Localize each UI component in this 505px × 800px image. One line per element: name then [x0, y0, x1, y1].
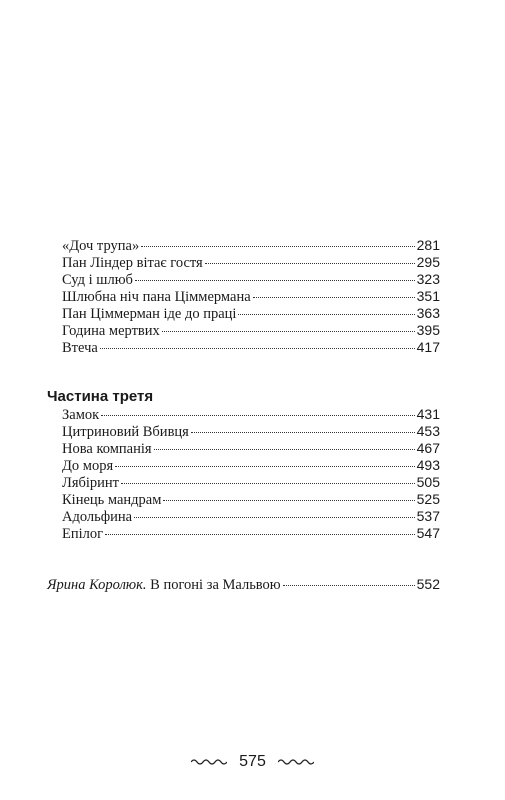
afterword-title: В погоні за Мальвою [146, 577, 281, 593]
toc-entry-page: 493 [416, 457, 440, 473]
toc-part2-list [62, 237, 440, 356]
toc-entry-page: 295 [416, 254, 440, 270]
toc-leader-dots [253, 297, 415, 298]
toc-entry-page: 281 [416, 237, 440, 253]
toc-entry-title: Пан Ціммерман іде до праці [62, 306, 237, 322]
toc-entry-page: 505 [416, 474, 440, 490]
toc-entry-page: 395 [416, 322, 440, 338]
toc-entry-title: Шлюбна ніч пана Ціммермана [62, 289, 251, 305]
toc-entry-title: Замок [62, 407, 100, 423]
toc-entry-title: Суд і шлюб [62, 272, 133, 288]
afterword-author: Ярина Королюк. [47, 577, 147, 593]
toc-entry[interactable] [62, 288, 440, 305]
toc-entry-page: 431 [416, 406, 440, 422]
toc-leader-dots [154, 449, 415, 450]
toc-entry[interactable] [62, 508, 440, 525]
toc-entry-title: До моря [62, 458, 114, 474]
toc-entry-title: Втеча [62, 340, 98, 356]
toc-entry-page: 417 [416, 339, 440, 355]
toc-leader-dots [134, 517, 415, 518]
toc-leader-dots [205, 263, 415, 264]
toc-leader-dots [191, 432, 415, 433]
toc-entry-title: Лябіринт [62, 475, 120, 491]
toc-entry-title: Епілог [62, 526, 104, 542]
toc-entry[interactable] [62, 406, 440, 423]
toc-leader-dots [162, 331, 415, 332]
toc-entry-title: Адольфина [62, 509, 133, 525]
toc-entry[interactable] [62, 440, 440, 457]
toc-leader-dots [283, 585, 415, 586]
toc-entry[interactable] [62, 491, 440, 508]
page-footer [0, 753, 505, 771]
wave-ornament-icon [191, 758, 227, 766]
page-number: 575 [239, 753, 266, 770]
toc-entry-title: Пан Ліндер вітає гостя [62, 255, 203, 271]
toc-entry-page: 323 [416, 271, 440, 287]
section-heading-part3: Частина третя [47, 388, 154, 405]
toc-entry-page: 552 [416, 576, 440, 592]
toc-leader-dots [163, 500, 414, 501]
toc-leader-dots [121, 483, 415, 484]
toc-entry-title: Година мертвих [62, 323, 160, 339]
toc-entry[interactable] [62, 525, 440, 542]
toc-entry[interactable] [62, 322, 440, 339]
toc-entry[interactable] [62, 423, 440, 440]
toc-leader-dots [115, 466, 415, 467]
toc-leader-dots [100, 348, 415, 349]
toc-leader-dots [101, 415, 414, 416]
toc-entry-title: «Доч трупа» [62, 238, 140, 254]
toc-entry-title: Цитриновий Вбивця [62, 424, 189, 440]
toc-entry-title: Кінець мандрам [62, 492, 162, 508]
toc-entry-page: 525 [416, 491, 440, 507]
toc-entry[interactable] [62, 305, 440, 322]
wave-ornament-icon [278, 758, 314, 766]
toc-part3-list [62, 406, 440, 542]
toc-entry-page: 453 [416, 423, 440, 439]
toc-entry[interactable] [62, 237, 440, 254]
toc-entry[interactable] [62, 271, 440, 288]
toc-leader-dots [141, 246, 414, 247]
toc-entry-page: 467 [416, 440, 440, 456]
toc-entry-page: 537 [416, 508, 440, 524]
toc-entry-afterword[interactable] [47, 576, 440, 593]
toc-leader-dots [238, 314, 414, 315]
toc-entry[interactable] [62, 254, 440, 271]
toc-entry-page: 351 [416, 288, 440, 304]
toc-entry-page: 363 [416, 305, 440, 321]
toc-entry-title: Нова компанія [62, 441, 152, 457]
toc-leader-dots [135, 280, 415, 281]
toc-entry[interactable] [62, 474, 440, 491]
toc-leader-dots [105, 534, 415, 535]
toc-entry[interactable] [62, 457, 440, 474]
toc-entry[interactable] [62, 339, 440, 356]
toc-afterword [47, 576, 440, 593]
toc-entry-page: 547 [416, 525, 440, 541]
